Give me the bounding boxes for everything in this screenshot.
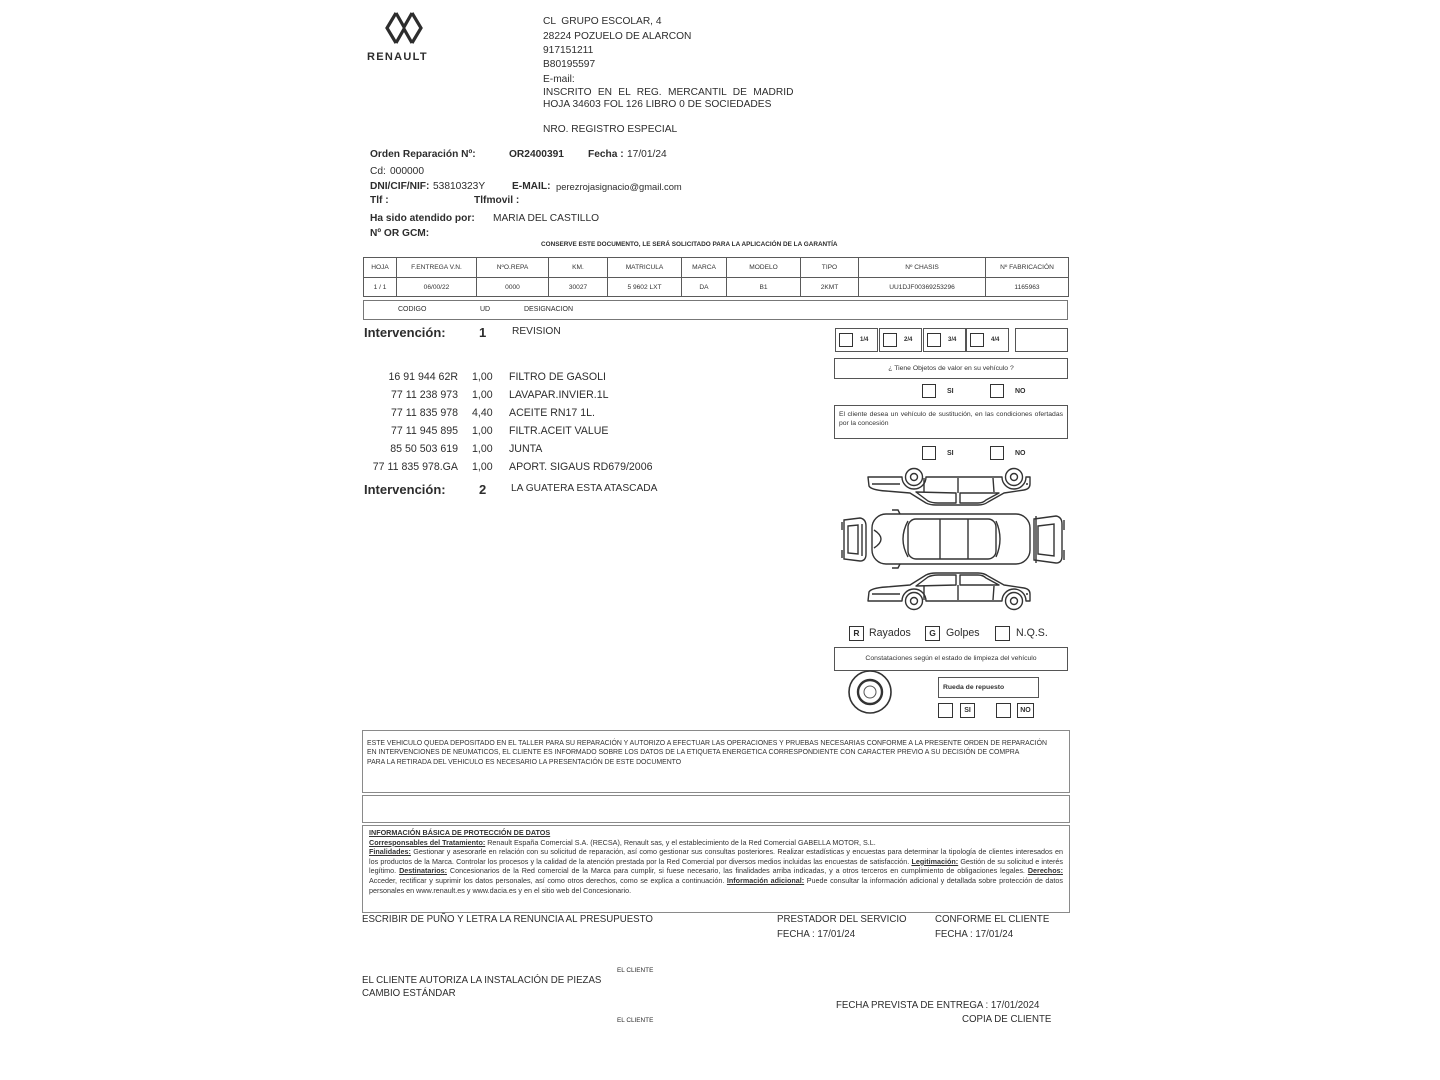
car-front-view <box>842 518 866 561</box>
item-description: FILTRO DE GASOLI <box>509 371 606 383</box>
gcm-order-label: Nº OR GCM: <box>370 228 430 239</box>
deposit-notice: ESTE VEHICULO QUEDA DEPOSITADO EN EL TALLER PARA SU REPARACIÓN Y AUTORIZO A EFECTUAR LAS OPERACIONES Y PRUEBAS NECESARIAS CONFORME A LA PRESENTE ORDEN DE REPARACIÓN <box>367 740 1047 747</box>
header-km: KM. <box>549 258 608 278</box>
car-side-view-left <box>868 469 1030 506</box>
item-qty: 4,40 <box>472 407 493 419</box>
dealer-email-label: E-mail: <box>543 74 575 85</box>
purposes-label: Finalidades: <box>369 847 411 857</box>
item-code: 77 11 835 978.GA <box>372 461 458 473</box>
car-damage-diagram <box>840 464 1066 616</box>
header-repair-number: NºO.REPA <box>477 258 549 278</box>
dealer-address-line1: CL GRUPO ESCOLAR, 4 <box>543 16 662 27</box>
controllers-text: Renault España Comercial S.A. (RECSA), Renault sas, y el establecimiento de la Red Comercial GABELLA MOTOR, S.L. <box>485 837 876 847</box>
valuables-no-checkbox[interactable] <box>990 384 1004 398</box>
tire-icon <box>846 668 894 716</box>
standard-exchange-authorization-line1: EL CLIENTE AUTORIZA LA INSTALACIÓN DE PIEZAS <box>362 975 602 986</box>
nqs-checkbox[interactable] <box>995 626 1010 641</box>
expected-delivery-date: FECHA PREVISTA DE ENTREGA : 17/01/2024 <box>836 1000 1040 1011</box>
fuel-level-quarter-1 <box>835 328 878 352</box>
header-plate: MATRICULA <box>608 258 682 278</box>
dealer-tax-id: B80195597 <box>543 59 596 70</box>
tyre-label-notice: EN INTERVENCIONES DE NEUMATICOS, EL CLIENTE ES INFORMADO SOBRE LOS DATOS DE LA ETIQUETA ENERGETICA CORRESPONDIENTE CON CARACTER PREVIO A SU DECISIÓN DE COMPRA <box>367 749 1020 757</box>
fuel-level-quarter-3 <box>923 328 966 352</box>
client-agreement-label: CONFORME EL CLIENTE <box>935 914 1050 925</box>
replacement-yes-checkbox[interactable] <box>922 446 936 460</box>
attended-by-label: Ha sido atendido por: <box>370 213 475 224</box>
valuables-yes-checkbox[interactable] <box>922 384 936 398</box>
keep-document-notice: CONSERVE ESTE DOCUMENTO, LE SERÁ SOLICITADO PARA LA APLICACIÓN DE LA GARANTÍA <box>541 241 838 248</box>
order-number: OR2400391 <box>509 149 564 160</box>
parts-header-row <box>363 300 1068 320</box>
vehicle-table <box>363 257 1069 297</box>
value-chassis: UU1DJF00369253296 <box>859 278 986 297</box>
fuel-quarter-1-checkbox[interactable] <box>839 333 853 347</box>
item-qty: 1,00 <box>472 443 493 455</box>
item-description: ACEITE RN17 1L. <box>509 407 595 419</box>
data-protection-controllers <box>369 838 1063 848</box>
valuables-question: ¿ Tiene Objetos de valor en su vehículo ? <box>888 365 1014 372</box>
intervention-1-number: 1 <box>479 325 487 340</box>
renault-logo-icon <box>383 10 425 46</box>
fuel-level-quarter-4 <box>966 328 1009 352</box>
value-type: 2KMT <box>801 278 859 297</box>
customer-copy-label: COPIA DE CLIENTE <box>962 1014 1052 1025</box>
replacement-no-checkbox[interactable] <box>990 446 1004 460</box>
blank-notes-box <box>362 795 1070 823</box>
valuables-question-box <box>834 358 1068 379</box>
attended-by: MARIA DEL CASTILLO <box>493 213 600 224</box>
value-make: DA <box>682 278 727 297</box>
controllers-label: Corresponsables del Tratamiento: <box>369 837 486 847</box>
header-chassis: Nº CHASIS <box>859 258 986 278</box>
rights-text: Acceder, rectificar y suprimir los datos personales, así como otros derechos, como se explica a continuación. <box>369 875 727 885</box>
spare-wheel-no-label: NO <box>1017 703 1034 718</box>
item-description: APORT. SIGAUS RD679/2006 <box>509 461 653 473</box>
authorization-notice-box <box>362 730 1070 793</box>
client-agreement-date: FECHA : 17/01/24 <box>935 929 1014 940</box>
parts-header-code: CODIGO <box>398 306 427 313</box>
dealer-special-registry: NRO. REGISTRO ESPECIAL <box>543 124 678 135</box>
customer-phone-label: Tlf : <box>370 195 389 206</box>
legitimacy-text: Gestión de su solicitud e interés legítimo. <box>369 856 1064 876</box>
spare-wheel-yes-checkbox[interactable] <box>938 703 953 718</box>
spare-wheel-no-checkbox[interactable] <box>996 703 1011 718</box>
intervention-2-number: 2 <box>479 482 487 497</box>
customer-id-label: DNI/CIF/NIF: <box>370 181 430 192</box>
item-code: 77 11 238 973 <box>391 389 458 401</box>
header-make: MARCA <box>682 258 727 278</box>
parts-header-description: DESIGNACION <box>524 306 574 313</box>
item-code: 85 50 503 619 <box>390 443 458 455</box>
rights-label: Derechos: <box>1027 866 1063 876</box>
item-code: 77 11 945 895 <box>391 425 458 437</box>
intervention-2-title: LA GUATERA ESTA ATASCADA <box>511 483 658 494</box>
header-manufacture-number: Nº FABRICACIÓN <box>986 258 1069 278</box>
value-model: B1 <box>727 278 801 297</box>
legitimacy-label: Legitimación: <box>911 856 959 866</box>
scratches-label: Rayados <box>869 627 911 639</box>
vehicle-table-header-row <box>364 258 1069 278</box>
car-side-view-right <box>868 573 1030 610</box>
service-provider-date: FECHA : 17/01/24 <box>777 929 856 940</box>
intervention-1-title: REVISION <box>512 326 561 337</box>
spare-wheel-label: Rueda de repuesto <box>943 684 1005 691</box>
order-date-label: Fecha : <box>588 149 624 160</box>
value-plate: 5 9602 LXT <box>608 278 682 297</box>
car-rear-view <box>1034 516 1064 563</box>
order-cd-label: Cd: <box>370 166 386 177</box>
service-provider-label: PRESTADOR DEL SERVICIO <box>777 914 907 925</box>
pickup-notice: PARA LA RETIRADA DEL VEHICULO ES NECESARIO LA PRESENTACIÓN DE ESTE DOCUMENTO <box>367 758 682 766</box>
value-manufacture-number: 1165963 <box>986 278 1069 297</box>
client-signature-label-2: EL CLIENTE <box>617 1017 654 1024</box>
customer-id: 53810323Y <box>433 181 486 192</box>
order-cd: 000000 <box>390 166 424 177</box>
fuel-quarter-2-checkbox[interactable] <box>883 333 897 347</box>
data-protection-box <box>362 825 1070 913</box>
value-km: 30027 <box>549 278 608 297</box>
brand-name: RENAULT <box>367 51 428 63</box>
header-type: TIPO <box>801 258 859 278</box>
car-top-view <box>872 510 1030 568</box>
fuel-quarter-3-label: 3/4 <box>948 337 957 343</box>
fuel-quarter-3-checkbox[interactable] <box>927 333 941 347</box>
dents-code-box: G <box>925 626 940 641</box>
purposes-text: Gestionar y asesorarle en relación con su solicitud de reparación, así como gestionar sus consultas posteriores. Realizar estadísticas y encuestas para determinar la tipología de clientes interesados en los productos de la Marca. Controlar los procesos y la calidad de la atención prestada por la Red Comercial por diversos medios incluidas las encuestas de satisfacción. <box>369 847 1063 866</box>
data-protection-details <box>369 847 1063 895</box>
replacement-yes-label: SI <box>947 450 954 457</box>
spare-wheel-yes-label: SI <box>960 703 975 718</box>
item-qty: 1,00 <box>472 425 493 437</box>
intervention-1-label: Intervención: <box>364 325 446 340</box>
item-description: LAVAPAR.INVIER.1L <box>509 389 609 401</box>
fuel-quarter-4-label: 4/4 <box>991 337 1000 343</box>
fuel-level-quarter-2 <box>879 328 922 352</box>
fuel-quarter-4-checkbox[interactable] <box>970 333 984 347</box>
customer-email: perezrojasignacio@gmail.com <box>556 181 682 192</box>
cleanliness-text: Constataciones según el estado de limpieza del vehículo <box>865 655 1037 662</box>
header-sheet: HOJA <box>364 258 397 278</box>
scratches-code-box: R <box>849 626 864 641</box>
item-code: 16 91 944 62R <box>388 371 458 383</box>
dealer-registry-line2: HOJA 34603 FOL 126 LIBRO 0 DE SOCIEDADES <box>543 99 772 110</box>
standard-exchange-authorization-line2: CAMBIO ESTÁNDAR <box>362 988 456 999</box>
additional-info-text: Puede consultar la información adicional y detallada sobre protección de datos personales en www.renault.es y www.dacia.es y en el sitio web del Concesionario. <box>369 875 1063 895</box>
header-delivery-date: F.ENTREGA V.N. <box>397 258 477 278</box>
intervention-2-label: Intervención: <box>364 482 446 497</box>
fuel-notes-box <box>1015 328 1068 352</box>
item-qty: 1,00 <box>472 461 493 473</box>
dealer-address-line2: 28224 POZUELO DE ALARCON <box>543 31 692 42</box>
item-qty: 1,00 <box>472 389 493 401</box>
budget-waiver-instruction: ESCRIBIR DE PUÑO Y LETRA LA RENUNCIA AL PRESUPUESTO <box>362 914 653 925</box>
dealer-phone: 917151211 <box>543 45 594 56</box>
valuables-no-label: NO <box>1015 388 1026 395</box>
replacement-vehicle-box <box>834 405 1068 439</box>
valuables-yes-label: SI <box>947 388 954 395</box>
spare-wheel-box <box>938 677 1039 698</box>
recipients-label: Destinatarios: <box>399 866 447 876</box>
value-repair-number: 0000 <box>477 278 549 297</box>
item-description: JUNTA <box>509 443 543 455</box>
data-protection-title: INFORMACIÓN BÁSICA DE PROTECCIÓN DE DATOS <box>369 828 551 837</box>
recipients-text: Concesionarios de la Red comercial de la Marca para cumplir, si fuese necesario, las finalidades arriba indicadas, y a otros terceros en cumplimiento de obligaciones legales. <box>447 866 1028 876</box>
vehicle-table-row <box>364 278 1069 297</box>
header-model: MODELO <box>727 258 801 278</box>
fuel-quarter-2-label: 2/4 <box>904 337 913 343</box>
value-sheet: 1 / 1 <box>364 278 397 297</box>
replacement-no-label: NO <box>1015 450 1026 457</box>
order-date: 17/01/24 <box>627 149 667 160</box>
fuel-quarter-1-label: 1/4 <box>860 337 869 343</box>
dealer-registry-line1: INSCRITO EN EL REG. MERCANTIL DE MADRID <box>543 87 794 98</box>
value-delivery-date: 06/00/22 <box>397 278 477 297</box>
parts-header-unit: UD <box>480 306 491 313</box>
customer-email-label: E-MAIL: <box>512 181 551 192</box>
customer-mobile-label: Tlfmovil : <box>474 195 520 206</box>
additional-info-label: Información adicional: <box>726 875 805 885</box>
item-description: FILTR.ACEIT VALUE <box>509 425 609 437</box>
item-qty: 1,00 <box>472 371 493 383</box>
nqs-label: N.Q.S. <box>1016 627 1048 639</box>
replacement-vehicle-text: El cliente desea un vehículo de sustitución, en las condiciones ofertadas por la concesión <box>839 411 1063 427</box>
order-number-label: Orden Reparación Nº: <box>370 149 476 160</box>
client-signature-label-1: EL CLIENTE <box>617 967 654 974</box>
item-code: 77 11 835 978 <box>391 407 458 419</box>
dents-label: Golpes <box>946 627 980 639</box>
